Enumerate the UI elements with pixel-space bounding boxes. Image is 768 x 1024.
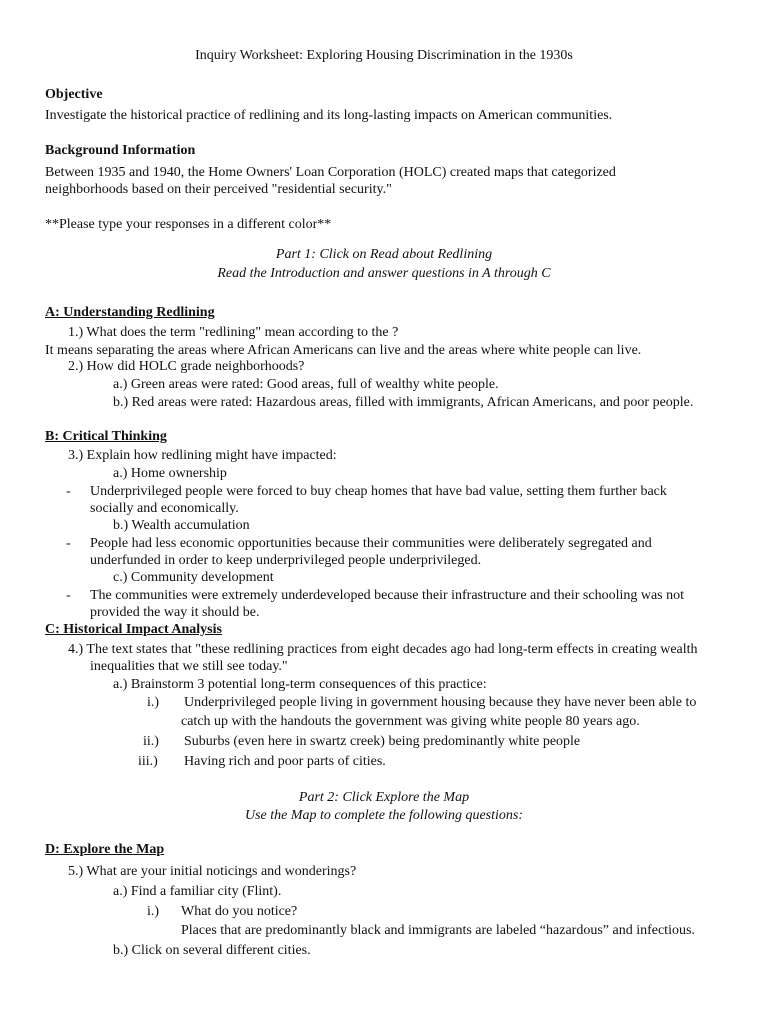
objective-heading: Objective — [45, 87, 103, 102]
item-ii-number: ii.) — [143, 734, 159, 749]
question-5a: a.) Find a familiar city (Flint). — [113, 884, 282, 899]
item-iii-number: iii.) — [138, 754, 158, 769]
item-i-line1: Underprivileged people living in government housing because they have never been able to — [184, 695, 697, 710]
background-text-line1: Between 1935 and 1940, the Home Owners' Loan Corporation (HOLC) created maps that categorized — [45, 165, 616, 180]
question-3b: b.) Wealth accumulation — [113, 518, 250, 533]
answer-3a-line2: socially and economically. — [90, 501, 239, 516]
question-4a: a.) Brainstorm 3 potential long-term consequences of this practice: — [113, 677, 487, 692]
bullet-dash: - — [66, 484, 71, 499]
item-ii: Suburbs (even here in swartz creek) being predominantly white people — [184, 734, 581, 749]
item-iii: Having rich and poor parts of cities. — [184, 754, 386, 769]
question-5: 5.) What are your initial noticings and wonderings? — [68, 864, 357, 879]
background-heading: Background Information — [45, 143, 196, 158]
question-3c: c.) Community development — [113, 570, 274, 585]
section-a-heading: A: Understanding Redlining — [45, 305, 215, 320]
item-i-line2: catch up with the handouts the government was giving white people 80 years ago. — [181, 714, 640, 729]
answer-3c-line2: provided the way it should be. — [90, 605, 260, 620]
item-i-answer: Places that are predominantly black and immigrants are labeled “hazardous” and infectious. — [181, 923, 695, 938]
section-c-heading: C: Historical Impact Analysis — [45, 622, 222, 637]
section-d-heading: D: Explore the Map — [45, 842, 165, 857]
response-note: **Please type your responses in a different color** — [45, 217, 332, 232]
item-i-number: i.) — [147, 904, 160, 919]
part2-title: Part 2: Click Explore the Map — [298, 790, 470, 805]
answer-3a-line1: Underprivileged people were forced to buy cheap homes that have bad value, setting them further back — [90, 484, 667, 499]
answer-3b-line2: underfunded in order to keep underprivileged people underprivileged. — [90, 553, 482, 568]
question-1: 1.) What does the term "redlining" mean according to the ? — [68, 325, 399, 340]
page-title: Inquiry Worksheet: Exploring Housing Discrimination in the 1930s — [195, 48, 573, 63]
bullet-dash: - — [66, 536, 71, 551]
item-i-question: What do you notice? — [181, 904, 298, 919]
answer-3c-line1: The communities were extremely underdeveloped because their infrastructure and their schooling was not — [90, 588, 685, 603]
part2-subtitle: Use the Map to complete the following questions: — [244, 808, 523, 823]
background-text-line2: neighborhoods based on their perceived "residential security." — [45, 182, 392, 197]
objective-text: Investigate the historical practice of redlining and its long-lasting impacts on American communities. — [45, 108, 613, 123]
answer-1: It means separating the areas where African Americans can live and the areas where white people can live. — [45, 343, 642, 358]
question-5b: b.) Click on several different cities. — [113, 943, 311, 958]
item-i-number: i.) — [147, 695, 160, 710]
part1-subtitle: Read the Introduction and answer questions in A through C — [217, 266, 551, 281]
question-2: 2.) How did HOLC grade neighborhoods? — [68, 359, 305, 374]
question-4-line2: inequalities that we still see today." — [90, 659, 288, 674]
question-2b: b.) Red areas were rated: Hazardous areas, filled with immigrants, African Americans, and poor people. — [113, 395, 694, 410]
question-3a: a.) Home ownership — [113, 466, 227, 481]
question-4-line1: 4.) The text states that "these redlining practices from eight decades ago had long-term effects in creating wealth — [68, 642, 698, 657]
answer-3b-line1: People had less economic opportunities because their communities were deliberately segregated and — [90, 536, 652, 551]
part1-title: Part 1: Click on Read about Redlining — [275, 247, 493, 262]
question-2a: a.) Green areas were rated: Good areas, full of wealthy white people. — [113, 377, 499, 392]
question-3: 3.) Explain how redlining might have impacted: — [68, 448, 337, 463]
bullet-dash: - — [66, 588, 71, 603]
section-b-heading: B: Critical Thinking — [45, 429, 167, 444]
